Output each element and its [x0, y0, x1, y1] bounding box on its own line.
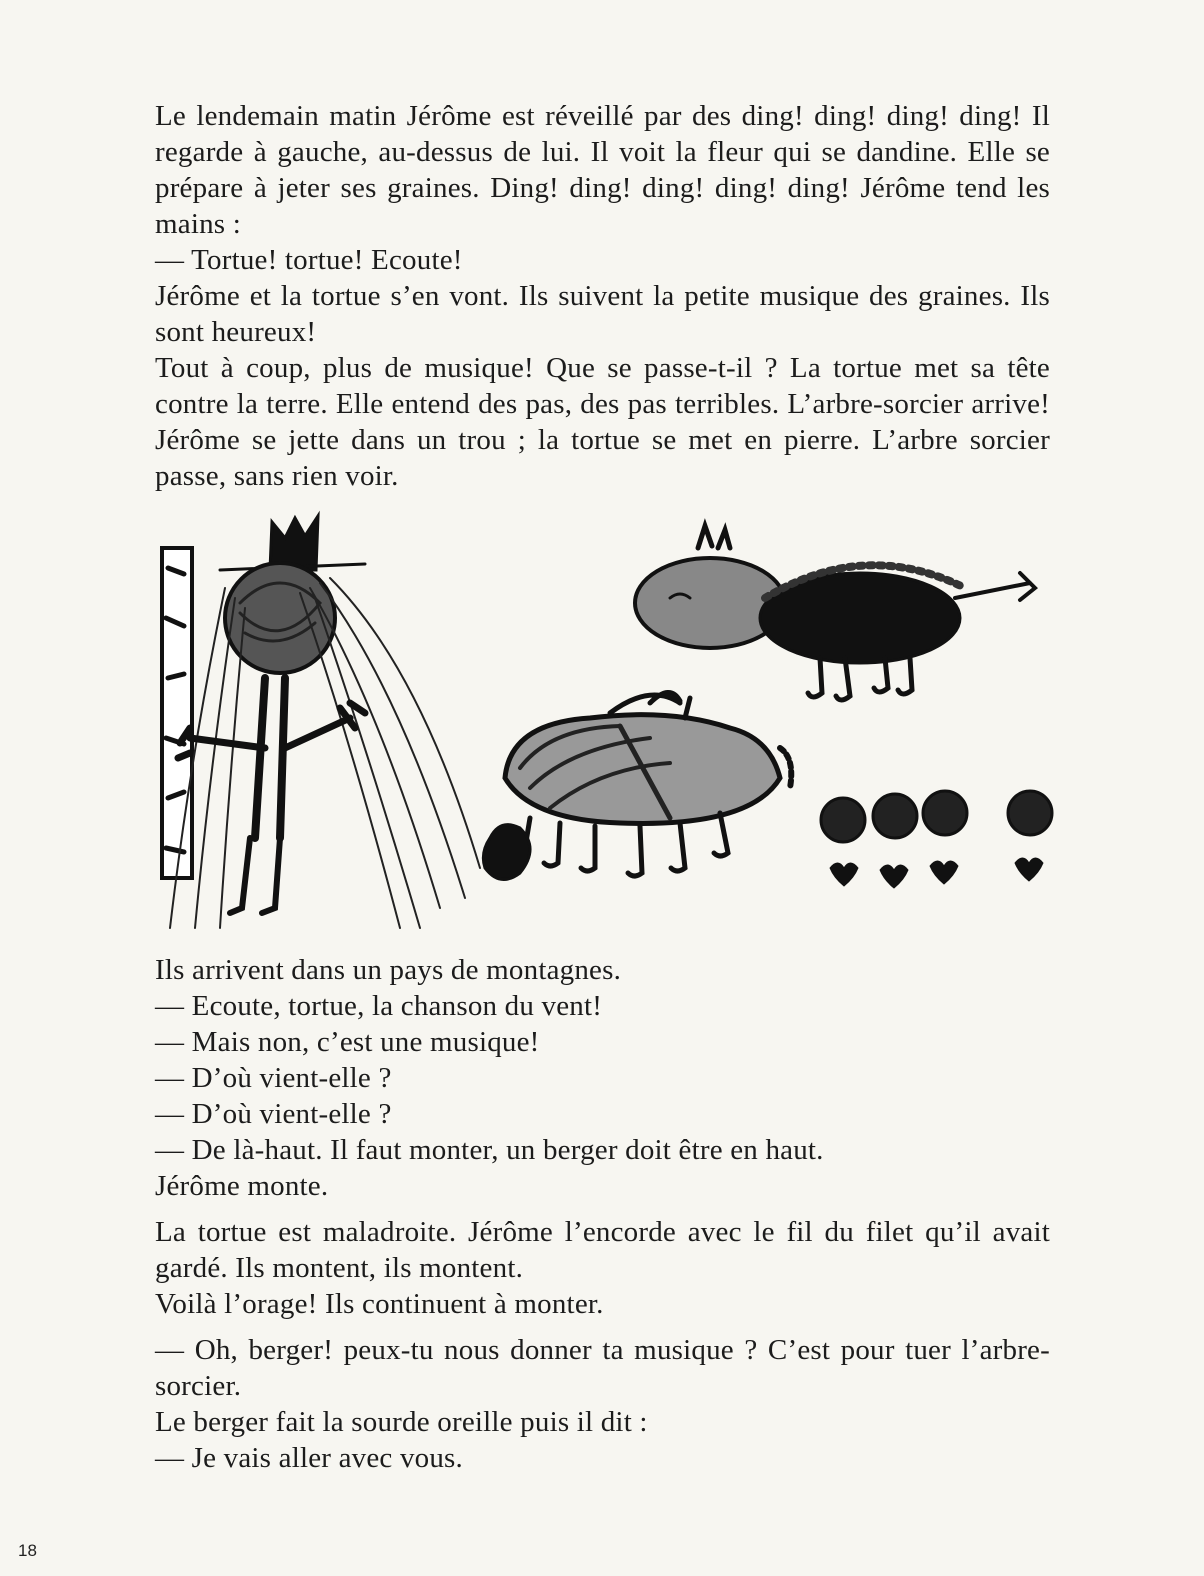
paragraph: Jérôme et la tortue s’en vont. Ils suivent la petite musique des graines. Ils sont heureux!: [155, 280, 1050, 348]
tree-sorcerer-drawing: [162, 516, 480, 928]
paragraph: La tortue est maladroite. Jérôme l’encorde avec le fil du filet qu’il avait gardé. Ils montent, ils montent.: [155, 1216, 1050, 1284]
paragraph: — Mais non, c’est une musique!: [155, 1026, 540, 1058]
paragraph: Ils arrivent dans un pays de montagnes.: [155, 954, 622, 986]
paragraph: — D’où vient-elle ?: [155, 1098, 392, 1130]
flowers-drawing: [821, 791, 1052, 888]
paragraph: — Je vais aller avec vous.: [155, 1442, 463, 1474]
turtle-drawing: [483, 692, 791, 879]
paragraph: — Oh, berger! peux-tu nous donner ta musique ? C’est pour tuer l’arbre-sorcier.: [155, 1334, 1050, 1402]
text-block-top: [155, 98, 1050, 494]
paragraph: Le berger fait la sourde oreille puis il dit :: [155, 1406, 648, 1438]
paragraph: Voilà l’orage! Ils continuent à monter.: [155, 1288, 604, 1320]
paragraph: — De là-haut. Il faut monter, un berger doit être en haut.: [155, 1134, 824, 1166]
paragraph: — Ecoute, tortue, la chanson du vent!: [155, 990, 603, 1022]
paragraph: Le lendemain matin Jérôme est réveillé par des ding! ding! ding! ding! Il regarde à gauche, au-dessus de lui. Il voit la fleur qui se dandine. Elle se prépare à jeter ses graines. Ding! ding! ding! ding! ding! Jérôme tend les mains :: [155, 100, 1050, 240]
page-number: 18: [18, 1541, 37, 1560]
paragraph: Jérôme monte.: [155, 1170, 329, 1202]
paragraph: — D’où vient-elle ?: [155, 1062, 392, 1094]
animal-drawing: [635, 526, 1035, 700]
text-block-bottom: [155, 952, 1050, 1476]
childrens-drawing-illustration: [150, 508, 1060, 938]
paragraph: — Tortue! tortue! Ecoute!: [155, 244, 463, 276]
paragraph: Tout à coup, plus de musique! Que se passe-t-il ? La tortue met sa tête contre la terre. Elle entend des pas, des pas terribles. L’arbre-sorcier arrive! Jérôme se jette dans un trou ; la tortue se met en pierre. L’arbre sorcier passe, sans rien voir.: [155, 352, 1050, 492]
